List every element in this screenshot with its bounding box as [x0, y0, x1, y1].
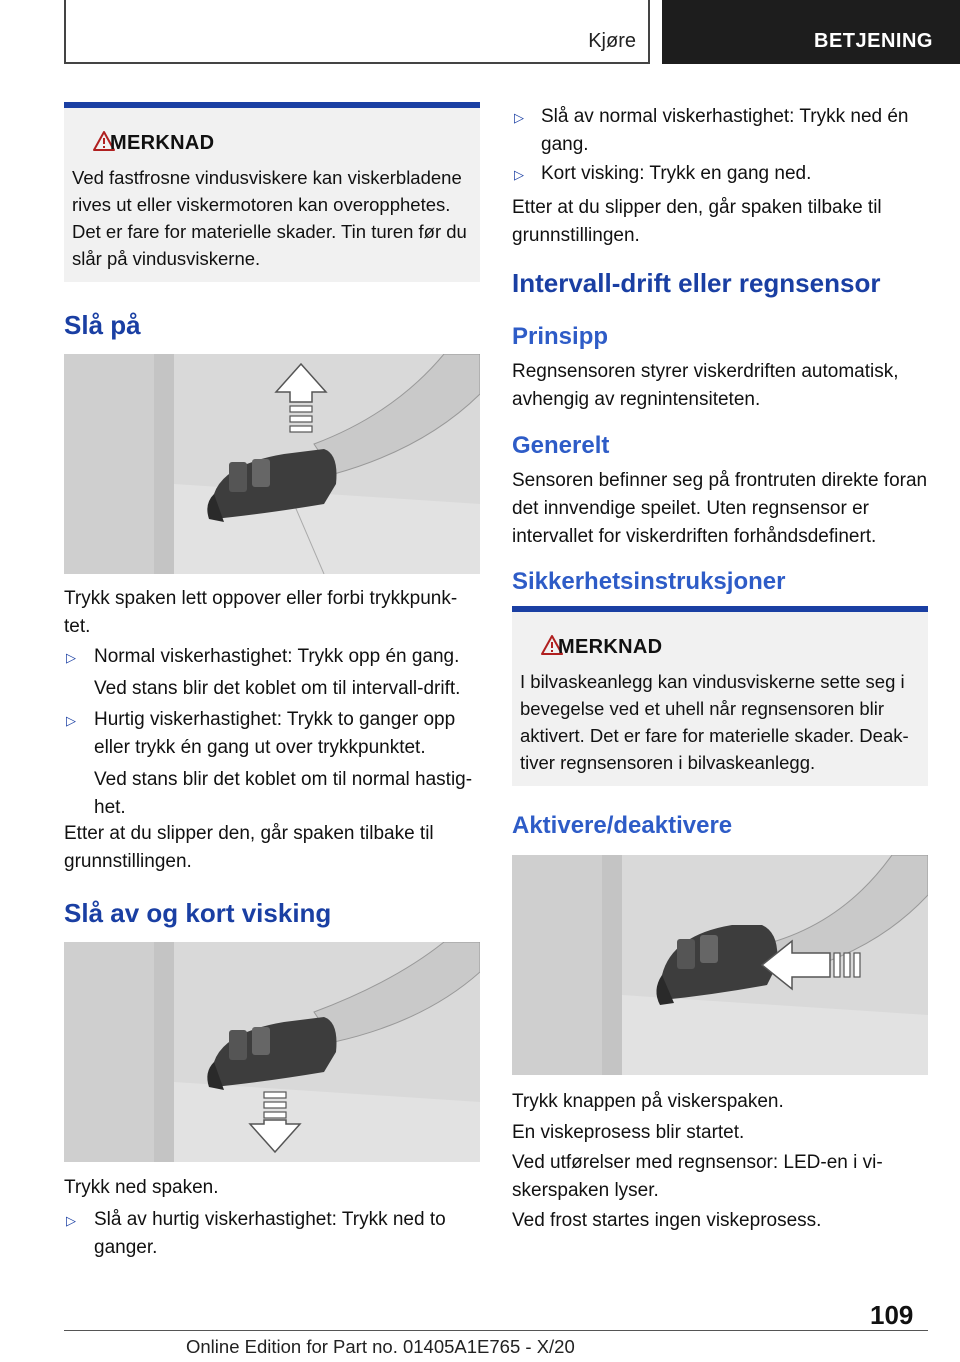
note-label: MERKNAD	[110, 132, 215, 154]
heading-intervall: Intervall-drift eller regnsensor	[512, 268, 881, 298]
bullet-fast-speed-sub: Ved stans blir det koblet om til normal hastig-het.	[94, 769, 473, 818]
page-number: 109	[870, 1300, 914, 1330]
bullet-off-fast: Slå av hurtig viskerhastighet: Trykk ned to ganger.	[94, 1209, 446, 1258]
figure-stalk-button	[512, 855, 928, 1075]
heading-prinsipp: Prinsipp	[512, 323, 609, 350]
header-section-title: Kjøre	[588, 30, 636, 52]
heading-slaa-av: Slå av og kort visking	[64, 898, 332, 928]
triangle-bullet-icon: ▷	[66, 713, 76, 728]
text-etter-slipper-1: Etter at du slipper den, går spaken tilbake til grunnstillingen.	[64, 823, 434, 872]
note-box-frost	[64, 102, 480, 282]
text-led: Ved utførelser med regnsensor: LED-en i vi-skerspaken lyser.	[512, 1152, 883, 1201]
text-prinsipp: Regnsensoren styrer viskerdriften automatisk, avhengig av regnintensiteten.	[512, 361, 899, 410]
bullet-off-normal: Slå av normal viskerhastighet: Trykk ned én gang.	[541, 106, 909, 155]
header-chapter-tab	[662, 0, 960, 64]
bullet-normal-speed: Normal viskerhastighet: Trykk opp én gang.	[94, 646, 460, 667]
figure-stalk-down	[64, 942, 480, 1162]
triangle-bullet-icon: ▷	[514, 167, 524, 182]
triangle-bullet-icon: ▷	[514, 110, 524, 125]
text-frost: Ved frost startes ingen viskeprosess.	[512, 1210, 822, 1231]
text-etter-slipper-2: Etter at du slipper den, går spaken tilbake til grunnstillingen.	[512, 197, 882, 246]
note-text: I bilvaskeanlegg kan vindusviskerne sette seg i bevegelse ved et uhell når regnsensoren blir aktivert. Det er fare for materielle skader. Deak-tiver regnsensoren i bilvaskeanlegg.	[520, 671, 909, 773]
heading-sikkerhet: Sikkerhetsinstruksjoner	[512, 568, 786, 595]
note-header	[512, 634, 928, 662]
heading-slaa-paa: Slå på	[64, 310, 141, 340]
triangle-bullet-icon: ▷	[66, 650, 76, 665]
text-viskeprosess: En viskeprosess blir startet.	[512, 1122, 745, 1143]
bullet-short-wipe: Kort visking: Trykk en gang ned.	[541, 163, 812, 184]
note-label: MERKNAD	[558, 636, 663, 658]
header-chapter-title: BETJENING	[814, 30, 933, 52]
footer-divider	[64, 1330, 928, 1331]
triangle-bullet-icon: ▷	[66, 1213, 76, 1228]
footer-edition: Online Edition for Part no. 01405A1E765 - X/20	[186, 1336, 575, 1357]
note-header	[64, 130, 480, 158]
header-section-box	[64, 0, 650, 64]
bullet-fast-speed: Hurtig viskerhastighet: Trykk to ganger opp eller trykk én gang ut over trykkpunktet.	[94, 709, 456, 758]
text-generelt: Sensoren befinner seg på frontruten direkte foran det innvendige speilet. Uten regnsensor er intervallet for viskerdriften forhåndsdefinert.	[512, 470, 928, 547]
text-trykk-opp: Trykk spaken lett oppover eller forbi trykkpunk-tet.	[64, 588, 458, 637]
text-trykk-ned: Trykk ned spaken.	[64, 1177, 219, 1198]
heading-generelt: Generelt	[512, 432, 610, 459]
note-text: Ved fastfrosne vindusviskere kan viskerbladene rives ut eller viskermotoren kan overopphetes. Det er fare for materielle skader. Tin turen før du slår på vindusviskerne.	[72, 167, 467, 269]
note-box-carwash	[512, 606, 928, 786]
bullet-normal-speed-sub: Ved stans blir det koblet om til intervall-drift.	[94, 678, 461, 699]
heading-aktivere: Aktivere/deaktivere	[512, 812, 733, 839]
text-trykk-knappen: Trykk knappen på viskerspaken.	[512, 1091, 784, 1112]
figure-stalk-up	[64, 354, 480, 574]
